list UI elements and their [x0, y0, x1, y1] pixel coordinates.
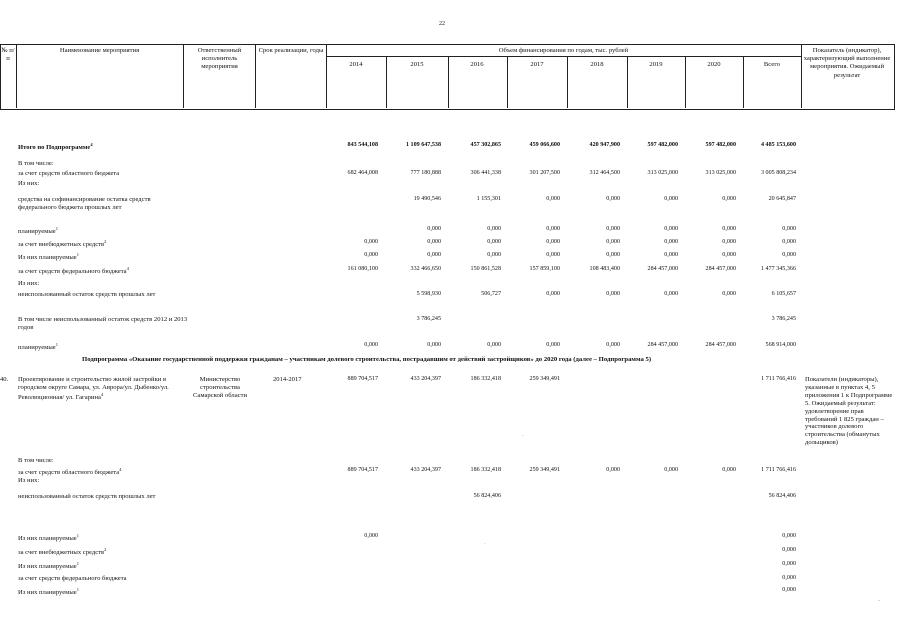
row-label-text: планируемые [18, 344, 56, 351]
row-label-sup: 4 [90, 142, 93, 147]
value-cell: 0,000 [364, 533, 378, 539]
value-cell: 1 477 345,366 [760, 266, 796, 272]
value-cell: 56 824,406 [768, 493, 796, 499]
value-cell: 0,000 [664, 239, 678, 245]
value-cell: 150 861,528 [470, 266, 501, 272]
value-cell: 0,000 [487, 239, 501, 245]
value-cell: 0,000 [722, 196, 736, 202]
value-cell: 0,000 [427, 239, 441, 245]
value-cell: 0,000 [546, 291, 560, 297]
value-cell: 0,000 [487, 252, 501, 258]
value-cell: 313 025,000 [705, 170, 736, 176]
row-label [18, 160, 188, 168]
value-cell: 0,000 [364, 342, 378, 348]
value-cell: 1 109 647,538 [405, 142, 441, 148]
value-cell: 0,000 [427, 226, 441, 232]
value-cell: 0,000 [546, 239, 560, 245]
value-cell: 0,000 [782, 226, 796, 232]
value-cell: 0,000 [487, 226, 501, 232]
row-label [18, 587, 188, 597]
item-number: 40. [0, 376, 9, 383]
item-name-text: Проектирование и строительство жилой застройки в городском округе Самара, ул. Аврора/ул. Дыбенко/ул. Революционная/ ул. Гагарина [18, 376, 169, 401]
value-cell: 306 441,338 [470, 170, 501, 176]
row-label-text: Из них планируемые [18, 589, 77, 596]
item-indicator: Показатели (индикаторы), указанные в пунктах 4, 5 приложения 1 к Подпрограмме 5. Ожидаемый результат: удовлетворение прав требований 1 825 граждан – участников долевого строительства (обманутых дольщиков) [805, 376, 893, 447]
row-label [18, 266, 188, 276]
row-label-text: за счет средств областного бюджета [18, 469, 120, 476]
value-cell: 0,000 [364, 252, 378, 258]
header-year: 2015 [410, 61, 424, 68]
value-cell: 0,000 [782, 587, 796, 593]
value-cell: 0,000 [606, 239, 620, 245]
scan-dot: . [522, 432, 524, 438]
header-year: 2014 [349, 61, 363, 68]
value-cell: 0,000 [427, 252, 441, 258]
item-name [18, 376, 181, 402]
value-cell: 0,000 [722, 291, 736, 297]
row-label-sup: 1 [76, 561, 79, 566]
value-cell: 0,000 [606, 196, 620, 202]
scan-dot: - [878, 598, 881, 604]
value-cell: 0,000 [782, 575, 796, 581]
row-label [18, 493, 188, 501]
item-responsible: Министерство строительства Самарской области [193, 376, 247, 399]
value-cell: 1 155,301 [476, 196, 501, 202]
value-cell: 186 332,418 [470, 467, 501, 473]
value-cell: 332 466,650 [410, 266, 441, 272]
row-label [18, 457, 188, 465]
item-name-sup: 4 [100, 391, 104, 397]
header-col-indicator: Показатель (индикатор), характеризующий выполнение мероприятия. Ожидаемый результат [803, 47, 891, 79]
row-label [18, 239, 188, 249]
value-cell: 433 204,397 [410, 467, 441, 473]
value-cell: 0,000 [782, 239, 796, 245]
value-cell: 0,000 [782, 533, 796, 539]
value-cell: 777 180,888 [410, 170, 441, 176]
value-cell: 0,000 [722, 239, 736, 245]
value-cell: 0,000 [546, 226, 560, 232]
row-label-text: Из них: [18, 280, 40, 287]
value-cell: 20 645,847 [768, 196, 796, 202]
value-cell: 0,000 [364, 239, 378, 245]
value-cell: 568 914,000 [765, 342, 796, 348]
value-cell: 0,000 [606, 291, 620, 297]
row-label-text: за счет внебюджетных средств [18, 241, 105, 248]
value-cell: 313 025,000 [647, 170, 678, 176]
value-cell: 0,000 [606, 342, 620, 348]
value-cell: 0,000 [546, 342, 560, 348]
value-cell: 3 005 808,234 [760, 170, 796, 176]
value-cell: 420 947,900 [589, 142, 620, 148]
header-col-responsible: Ответственный исполнитель мероприятия [197, 47, 242, 71]
value-cell: 433 204,397 [410, 376, 441, 382]
value-cell: 186 332,418 [470, 376, 501, 382]
row-label [18, 252, 188, 262]
value-cell: 0,000 [782, 561, 796, 567]
row-label-text: Из них: [18, 180, 40, 187]
row-label-text: за счет средств федерального бюджета [18, 268, 127, 275]
row-label [18, 226, 188, 236]
row-label-text: Из них планируемые [18, 563, 77, 570]
row-label [18, 477, 188, 485]
value-cell: 0,000 [782, 252, 796, 258]
value-cell: 0,000 [546, 196, 560, 202]
row-label-text: за счет средств областного бюджета [18, 170, 120, 177]
value-cell: 4 485 153,600 [760, 142, 796, 148]
value-cell: 0,000 [664, 291, 678, 297]
row-label-sup: 1 [76, 587, 79, 592]
value-cell: 0,000 [546, 252, 560, 258]
row-label [18, 316, 188, 332]
value-cell: 0,000 [782, 547, 796, 553]
scan-dot: . [484, 540, 486, 546]
value-cell: 6 105,657 [771, 291, 796, 297]
row-label-sup: 1 [76, 252, 79, 257]
row-label-text: средства на софинансирование остатка средств федерального бюджета прошлых лет [18, 196, 151, 211]
row-label-text: Из них: [18, 477, 40, 484]
row-label [18, 196, 188, 212]
value-cell: 0,000 [606, 467, 620, 473]
value-cell: 301 207,500 [529, 170, 560, 176]
row-label [18, 561, 188, 571]
value-cell: 459 066,600 [529, 142, 560, 148]
value-cell: 161 080,100 [347, 266, 378, 272]
row-label-sup: 1 [76, 533, 79, 538]
row-label-text: за счет внебюджетных средств [18, 549, 105, 556]
header-year: 2019 [649, 61, 663, 68]
row-label-sup: 1 [55, 226, 58, 231]
value-cell: 0,000 [664, 252, 678, 258]
row-label [18, 180, 188, 188]
header-col-number: № п/п [1, 47, 15, 63]
value-cell: 1 711 766,416 [761, 376, 796, 382]
value-cell: 3 786,245 [416, 316, 441, 322]
row-label-text: В том числе неиспользованный остаток средств 2012 и 2013 годов [18, 316, 188, 331]
value-cell: 0,000 [664, 226, 678, 232]
row-label-sup: 4 [119, 467, 122, 472]
subprogram-title: Подпрограмма «Оказание государственной поддержки гражданам – участникам долевого строительства, пострадавшим от действий застройщиков» до 2020 года (далее – Подпрограмма 5) [82, 356, 652, 363]
header-col-finance: Объем финансирования по годам, тыс. рублей [498, 47, 629, 54]
header-year: Всего [763, 61, 781, 68]
value-cell: 1 711 766,416 [761, 467, 796, 473]
value-cell: 597 482,000 [705, 142, 736, 148]
row-label-sup: 4 [126, 266, 129, 271]
value-cell: 0,000 [664, 196, 678, 202]
value-cell: 0,000 [664, 467, 678, 473]
value-cell: 157 859,100 [529, 266, 560, 272]
row-label-text: неиспользованный остаток средств прошлых лет [18, 291, 156, 298]
value-cell: 0,000 [606, 252, 620, 258]
value-cell: 0,000 [606, 226, 620, 232]
row-label-text: неиспользованный остаток средств прошлых лет [18, 493, 156, 500]
value-cell: 506,727 [481, 291, 501, 297]
row-label [18, 467, 188, 477]
header-col-name: Наименование мероприятия [59, 47, 140, 54]
row-label [18, 291, 188, 299]
header-col-term: Срок реализации, годы [258, 47, 324, 54]
value-cell: 682 464,008 [347, 170, 378, 176]
row-label [18, 533, 188, 543]
value-cell: 284 457,000 [705, 266, 736, 272]
header-year: 2020 [707, 61, 721, 68]
row-label-sup: 2 [104, 547, 107, 552]
value-cell: 284 457,000 [647, 342, 678, 348]
value-cell: 597 482,000 [647, 142, 678, 148]
header-year: 2016 [470, 61, 484, 68]
row-label-text: Из них планируемые [18, 254, 77, 261]
value-cell: 312 464,500 [589, 170, 620, 176]
row-label-text: В том числе: [18, 457, 54, 464]
value-cell: 0,000 [427, 342, 441, 348]
value-cell: 889 704,517 [347, 376, 378, 382]
row-label [18, 547, 188, 557]
row-label-text: планируемые [18, 228, 56, 235]
row-label-text: Итого по Подпрограмме [18, 144, 91, 151]
value-cell: 0,000 [487, 342, 501, 348]
row-label-text: Из них планируемые [18, 535, 77, 542]
value-cell: 0,000 [722, 252, 736, 258]
row-label [18, 142, 188, 152]
row-label [18, 280, 188, 288]
value-cell: 889 704,517 [347, 467, 378, 473]
value-cell: 19 490,546 [413, 196, 441, 202]
row-label-sup: 1 [55, 342, 58, 347]
value-cell: 457 302,865 [470, 142, 501, 148]
page-number: 22 [439, 21, 445, 27]
value-cell: 259 349,491 [529, 376, 560, 382]
header-year: 2018 [590, 61, 604, 68]
header-year: 2017 [530, 61, 544, 68]
value-cell: 0,000 [722, 226, 736, 232]
row-label-text: за счет средств федерального бюджета [18, 575, 127, 582]
value-cell: 284 457,000 [647, 266, 678, 272]
value-cell: 259 349,491 [529, 467, 560, 473]
value-cell: 56 824,406 [473, 493, 501, 499]
row-label [18, 170, 188, 178]
item-term: 2014-2017 [273, 376, 302, 383]
value-cell: 5 598,930 [416, 291, 441, 297]
value-cell: 108 483,400 [589, 266, 620, 272]
row-label [18, 342, 188, 352]
value-cell: 3 786,245 [771, 316, 796, 322]
value-cell: 843 544,108 [347, 142, 378, 148]
row-label [18, 575, 188, 583]
value-cell: 0,000 [722, 467, 736, 473]
row-label-text: В том числе: [18, 160, 54, 167]
row-label-sup: 2 [104, 239, 107, 244]
value-cell: 284 457,000 [705, 342, 736, 348]
